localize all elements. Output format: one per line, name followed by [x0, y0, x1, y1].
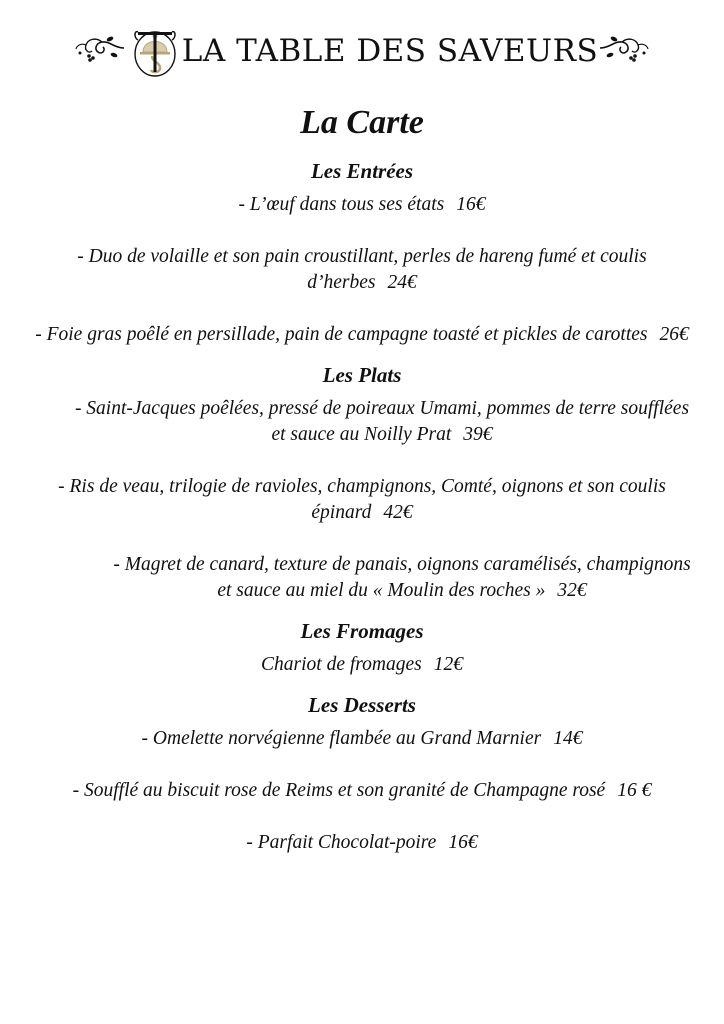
dish-price: 39€ [463, 424, 493, 445]
dish-name: Chariot de fromages [261, 654, 422, 675]
section-title-fromages: Les Fromages [300, 619, 424, 643]
dish-price: 26€ [659, 324, 689, 345]
menu-item [30, 652, 694, 678]
vine-flourish-icon [598, 33, 650, 63]
dish-price: 14€ [553, 728, 583, 749]
dish-name: - Foie gras poêlé en persillade, pain de campagne toasté et pickles de carottes [35, 324, 648, 345]
menu-item [30, 830, 694, 856]
section-title-entrees: Les Entrées [310, 159, 414, 183]
menu-title: La Carte [300, 104, 424, 141]
dish-name: - Saint-Jacques poêlées, pressé de poireaux Umami, pommes de terre soufflées et sauce au Noilly Prat [74, 398, 690, 445]
dish-name: - Magret de canard, texture de panais, oignons caramélisés, champignons et sauce au miel du « Moulin des roches » [113, 554, 691, 601]
restaurant-header [0, 18, 724, 78]
dish-price: 12€ [433, 654, 463, 675]
menu-item [30, 322, 694, 348]
restaurant-name: LA TABLE DES SAVEURS [181, 32, 599, 69]
dish-name: - Duo de volaille et son pain croustillant, perles de hareng fumé et coulis d’herbes [77, 246, 647, 293]
dish-price: 16€ [448, 832, 478, 853]
menu-item [30, 396, 694, 448]
cloche-monogram-icon [130, 18, 180, 78]
dish-price: 24€ [387, 272, 417, 293]
dish-price: 16€ [456, 194, 486, 215]
dish-name: - Omelette norvégienne flambée au Grand Marnier [141, 728, 542, 749]
vine-flourish-icon [74, 33, 126, 63]
section-title-plats: Les Plats [322, 363, 402, 387]
dish-name: - Parfait Chocolat-poire [246, 832, 437, 853]
menu-item [30, 778, 694, 804]
dish-price: 32€ [557, 580, 587, 601]
dish-name: - Soufflé au biscuit rose de Reims et son granité de Champagne rosé [72, 780, 606, 801]
menu-item [30, 192, 694, 218]
dish-name: - Ris de veau, trilogie de ravioles, champignons, Comté, oignons et son coulis épinard [58, 476, 666, 523]
menu-item [30, 244, 694, 296]
dish-name: - L’œuf dans tous ses états [238, 194, 445, 215]
section-title-desserts: Les Desserts [308, 693, 416, 717]
dish-price: 42€ [383, 502, 413, 523]
menu-item [30, 726, 694, 752]
dish-price: 16 € [617, 780, 652, 801]
menu-item [30, 474, 694, 526]
menu-content [30, 98, 694, 868]
menu-item [30, 552, 694, 604]
